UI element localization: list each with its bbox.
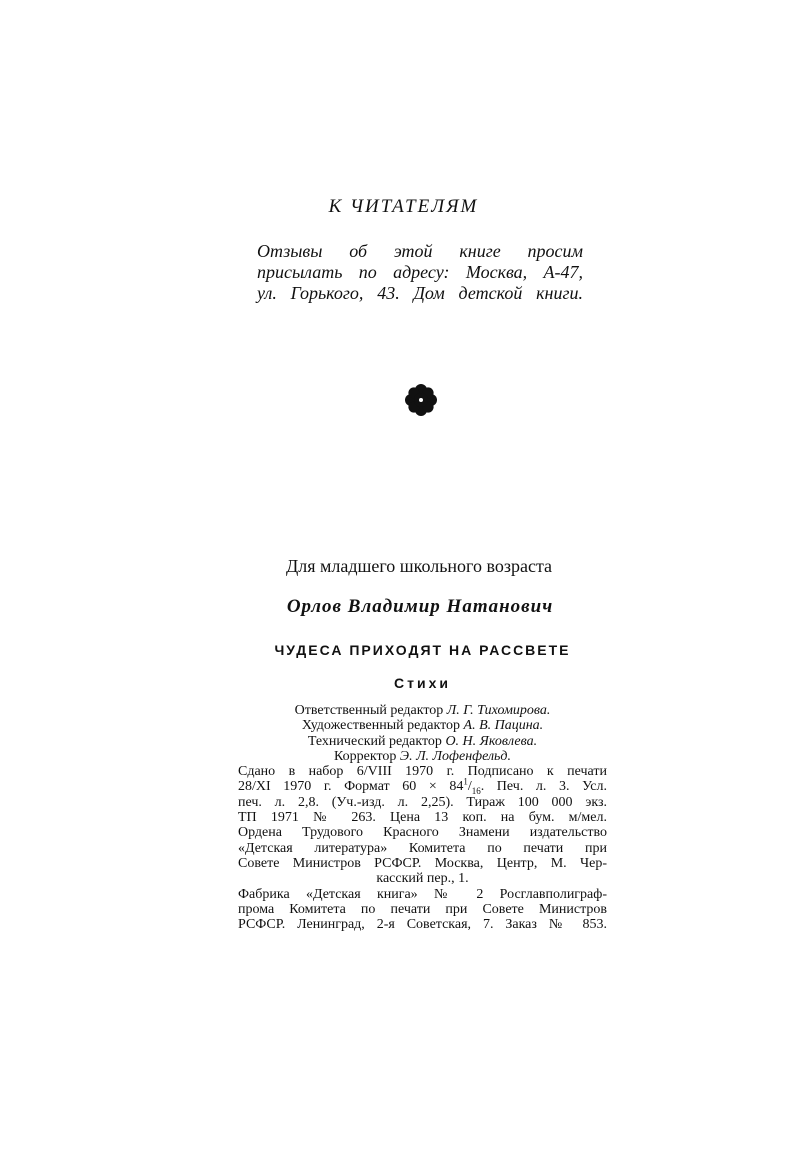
format-numerator: 1 [463,776,468,787]
readers-line: Отзывы об этой книге просим [257,241,583,261]
credit-line [238,734,607,749]
credit-person: Э. Л. Лофенфельд. [399,748,511,764]
credit-person: А. В. Пацина. [463,718,544,734]
printing-line: Ордена Трудового Красного Знамени издательство [238,825,607,841]
credit-person: О. Н. Яковлева. [445,733,538,749]
printing-line: Совете Министров РСФСР. Москва, Центр, М. Чер- [238,855,607,871]
printing-line: ТП 1971 № 263. Цена 13 коп. на бум. м/мел. [238,810,607,826]
readers-line: ул. Горького, 43. Дом детской книги. [257,283,583,303]
credit-line [238,718,607,733]
printing-line: Сдано в набор 6/VIII 1970 г. Подписано к печати [238,764,607,780]
printing-line: касский пер., 1. [376,871,469,887]
printing-line: РСФСР. Ленинград, 2-я Советская, 7. Заказ № 853. [238,917,607,933]
readers-heading: К ЧИТАТЕЛЯМ [328,196,479,217]
genre-label: Стихи [394,675,451,691]
printing-line: печ. л. 2,8. (Уч.-изд. л. 2,25). Тираж 100 000 экз. [238,794,607,810]
printing-line: прома Комитета по печати при Совете Министров [238,901,607,917]
format-prefix: 28/XI 1970 г. Формат 60 × 84 [238,779,464,795]
imprint-block [238,703,607,932]
credit-line [238,749,607,764]
readers-address-block [257,241,583,304]
credit-role: Ответственный редактор [294,703,444,718]
credit-line [238,703,607,718]
credit-role: Корректор [334,748,397,764]
flower-ornament-icon [405,384,437,416]
author-name: Орлов Владимир Натанович [286,596,554,617]
format-suffix: . Печ. л. 3. Усл. [480,779,607,795]
credit-role: Художественный редактор [301,718,461,734]
credit-role: Технический редактор [307,733,442,749]
credit-person: Л. Г. Тихомирова. [446,703,551,718]
format-line: 28/XI 1970 г. Формат $60 \times 84^1/_{16}$. Печ. л. 3. Усл. [238,776,607,797]
printing-line: Фабрика «Детская книга» № 2 Росглавполиграф- [238,886,607,902]
format-denominator: 16 [471,786,481,797]
readers-line: присылать по адресу: Москва, А-47, [257,262,583,282]
printing-line: «Детская литература» Комитета по печати при [238,840,607,856]
book-title: ЧУДЕСА ПРИХОДЯТ НА РАССВЕТЕ [274,642,571,658]
age-recommendation: Для младшего школьного возраста [285,556,553,576]
